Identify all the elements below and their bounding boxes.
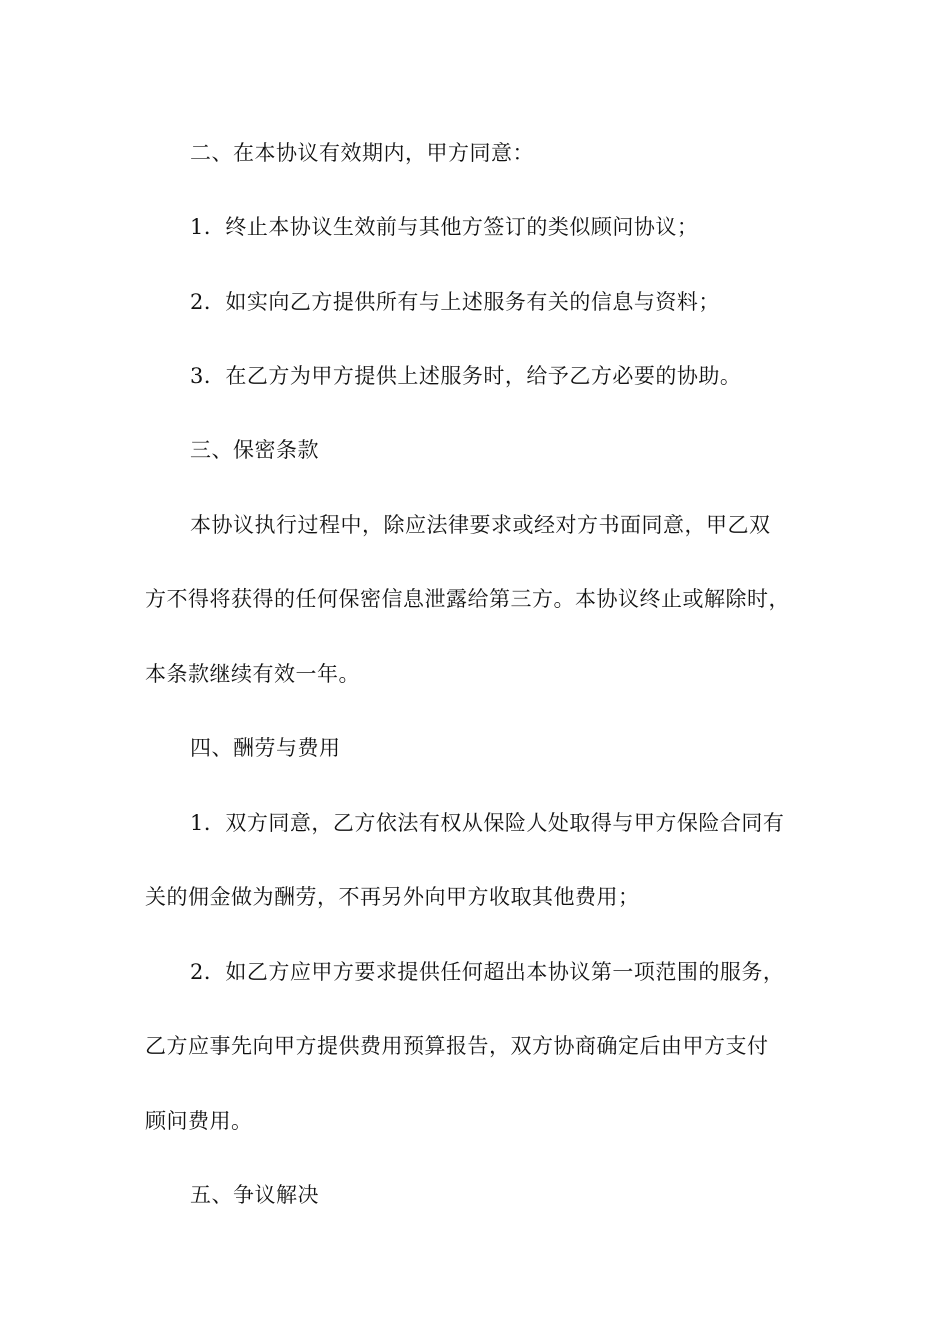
section-heading-4: 四、酬劳与费用 (190, 736, 341, 760)
list-item: 1．双方同意，乙方依法有权从保险人处取得与甲方保险合同有 (190, 811, 785, 835)
paragraph-line: 本条款继续有效一年。 (145, 662, 360, 686)
list-item: 2．如乙方应甲方要求提供任何超出本协议第一项范围的服务， (190, 960, 785, 984)
list-item: 3．在乙方为甲方提供上述服务时，给予乙方必要的协助。 (190, 364, 742, 388)
section-heading-3: 三、保密条款 (190, 438, 319, 462)
paragraph-line: 关的佣金做为酬劳，不再另外向甲方收取其他费用； (145, 885, 640, 909)
paragraph-line: 本协议执行过程中，除应法律要求或经对方书面同意，甲乙双 (190, 513, 771, 537)
list-item: 1．终止本协议生效前与其他方签订的类似顾问协议； (190, 215, 699, 239)
section-heading-2: 二、在本协议有效期内，甲方同意： (190, 141, 534, 165)
paragraph-line: 方不得将获得的任何保密信息泄露给第三方。本协议终止或解除时， (145, 587, 790, 611)
section-heading-5: 五、争议解决 (190, 1183, 319, 1207)
paragraph-line: 顾问费用。 (145, 1109, 253, 1133)
paragraph-line: 乙方应事先向甲方提供费用预算报告，双方协商确定后由甲方支付 (145, 1034, 769, 1058)
list-item: 2．如实向乙方提供所有与上述服务有关的信息与资料； (190, 290, 720, 314)
